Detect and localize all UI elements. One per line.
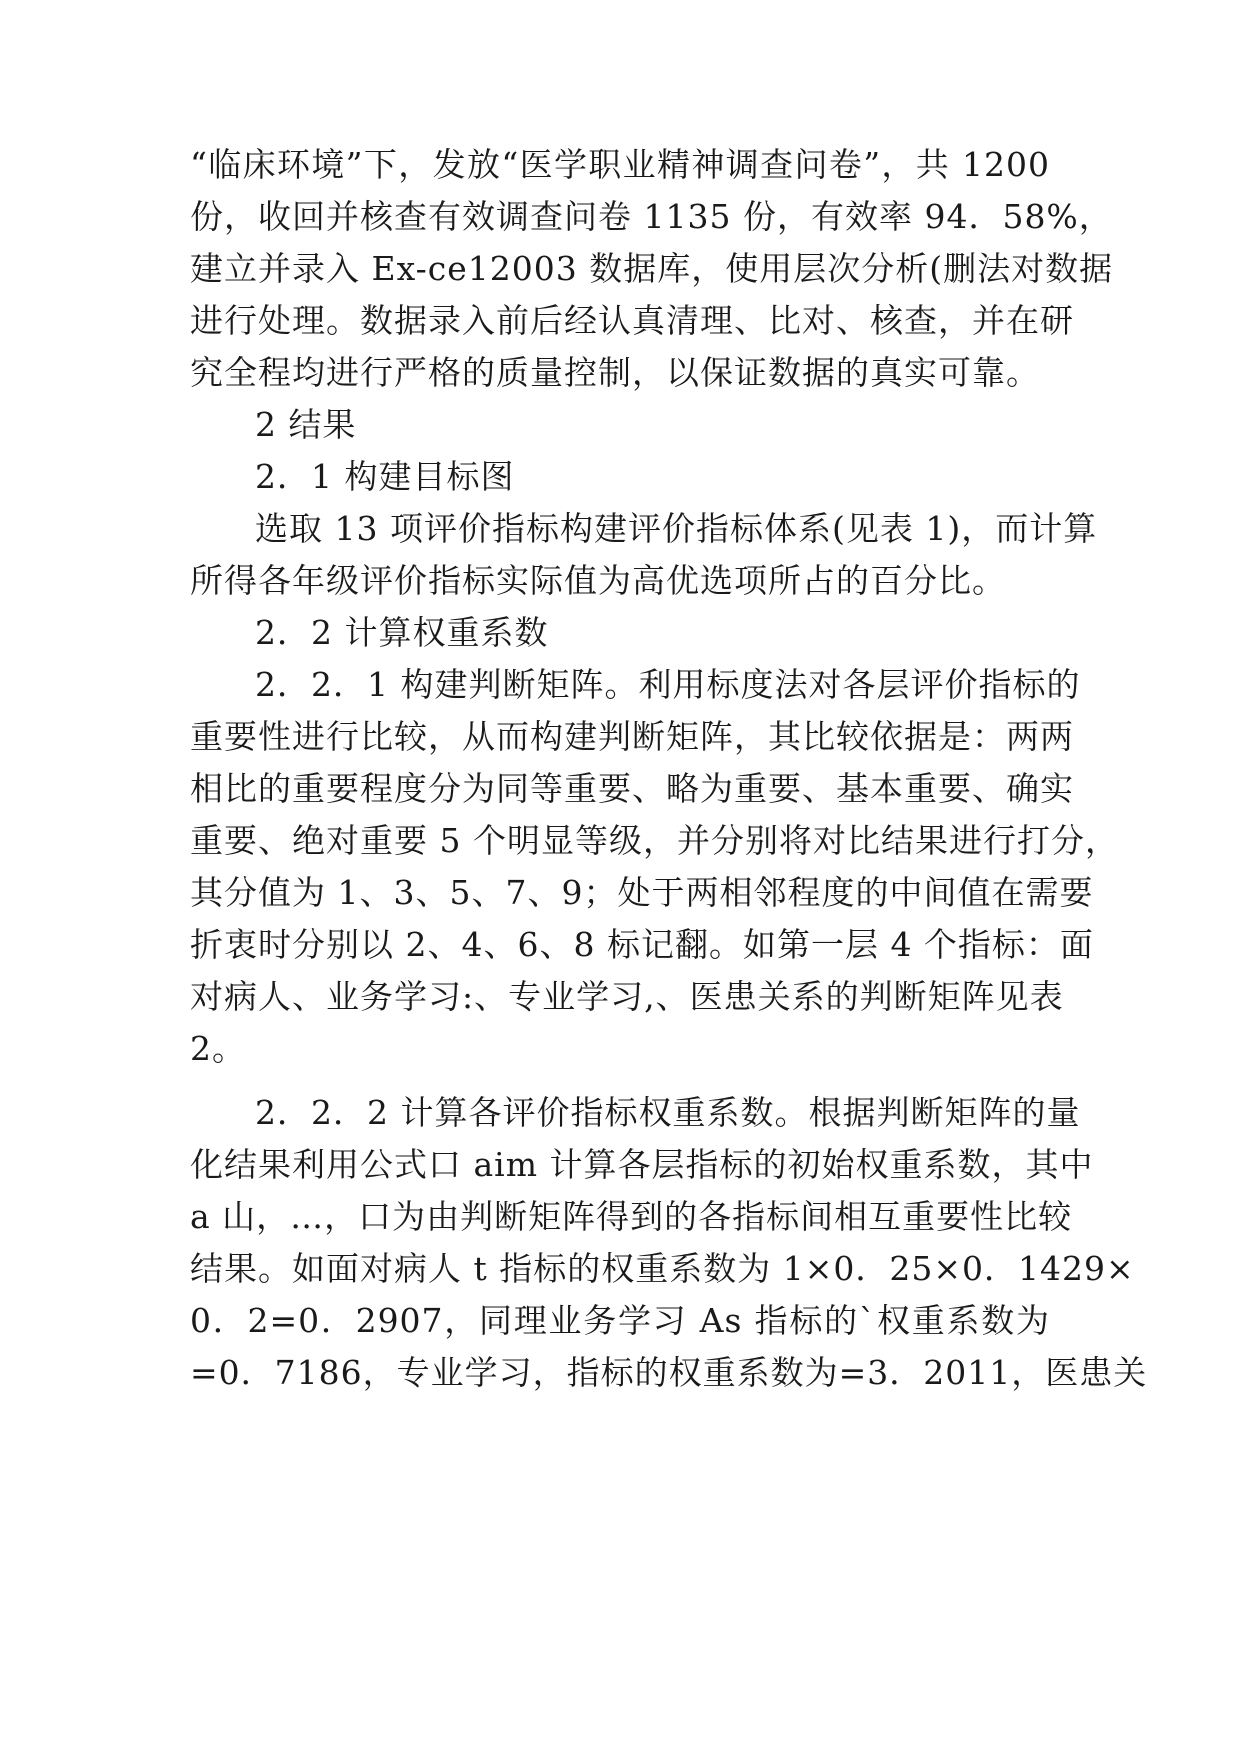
text-line: 相比的重要程度分为同等重要、略为重要、基本重要、确实: [190, 769, 1074, 808]
text-line: 重要、绝对重要 5 个明显等级，并分别将对比结果进行打分，: [190, 821, 1119, 860]
text-line: 所得各年级评价指标实际值为高优选项所占的百分比。: [190, 561, 1006, 600]
text-line: 进行处理。数据录入前后经认真清理、比对、核查，并在研: [190, 301, 1074, 340]
subsection-heading: 2．1 构建目标图: [255, 457, 515, 496]
text-line: 2．2．2 计算各评价指标权重系数。根据判断矩阵的量: [255, 1093, 1081, 1132]
text-line: 重要性进行比较，从而构建判断矩阵，其比较依据是：两两: [190, 717, 1074, 756]
text-line: a 山，…，口为由判断矩阵得到的各指标间相互重要性比较: [190, 1197, 1073, 1236]
section-heading: 2 结果: [255, 405, 357, 444]
text-line: 建立并录入 Ex-ce12003 数据库，使用层次分析(删法对数据: [190, 249, 1114, 288]
text-line: 选取 13 项评价指标构建评价指标体系(见表 1)，而计算: [255, 509, 1098, 548]
text-line: “临床环境”下，发放“医学职业精神调查问卷”，共 1200: [190, 145, 1050, 184]
subsection-heading: 2．2 计算权重系数: [255, 613, 549, 652]
text-line: 折衷时分别以 2、4、6、8 标记翻。如第一层 4 个指标：面: [190, 925, 1094, 964]
text-line: 其分值为 1、3、5、7、9；处于两相邻程度的中间值在需要: [190, 873, 1094, 912]
text-line: 究全程均进行严格的质量控制，以保证数据的真实可靠。: [190, 353, 1040, 392]
text-line: 2。: [190, 1029, 246, 1068]
text-line: 化结果利用公式口 aim 计算各层指标的初始权重系数，其中: [190, 1145, 1094, 1184]
text-line: =0．7186，专业学习，指标的权重系数为=3．2011，医患关: [190, 1353, 1148, 1392]
text-line: 0．2=0．2907，同理业务学习 As 指标的`权重系数为: [190, 1301, 1050, 1340]
text-line: 份，收回并核查有效调查问卷 1135 份，有效率 94．58%，: [190, 197, 1113, 236]
text-line: 2．2．1 构建判断矩阵。利用标度法对各层评价指标的: [255, 665, 1081, 704]
text-line: 对病人、业务学习:、专业学习,、医患关系的判断矩阵见表: [190, 977, 1064, 1016]
text-line: 结果。如面对病人 t 指标的权重系数为 1×0．25×0．1429×: [190, 1249, 1135, 1288]
